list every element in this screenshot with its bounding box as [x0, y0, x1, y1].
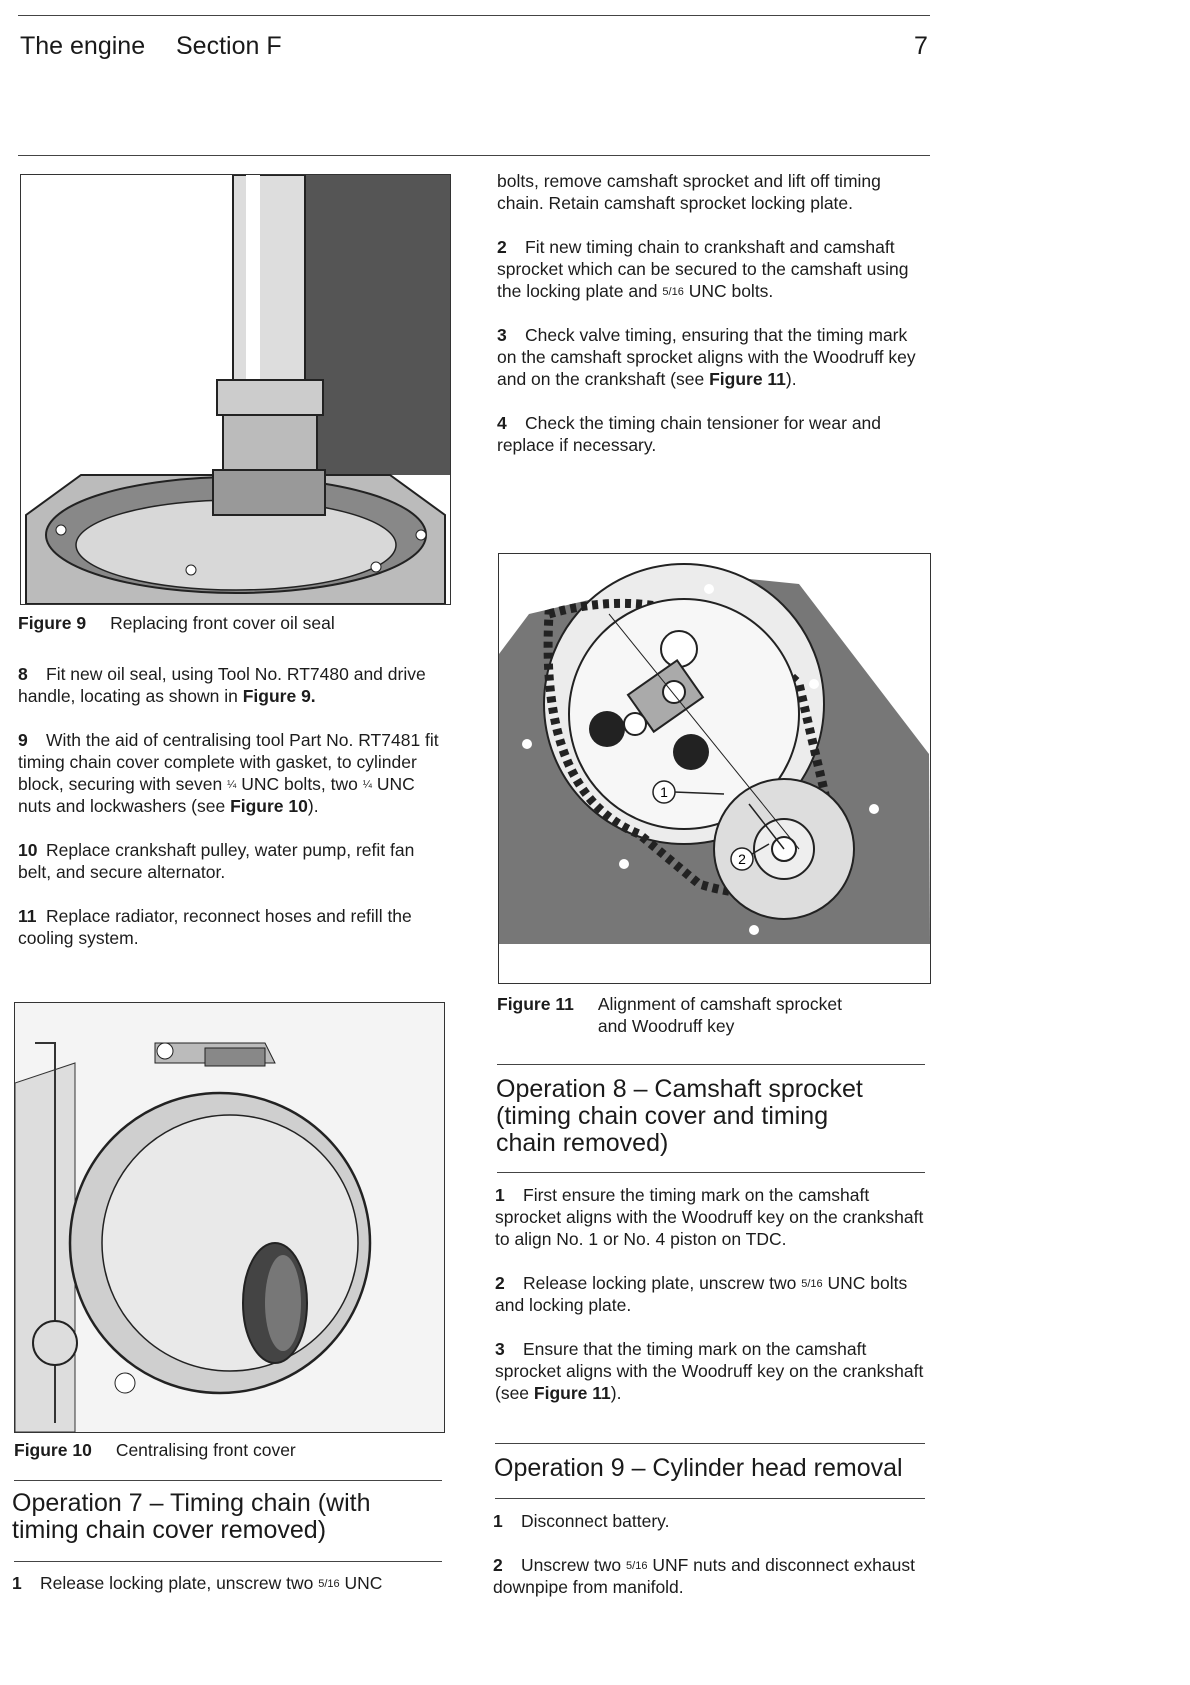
operation-8-title: Operation 8 – Camshaft sprocket (timing chain cover and timing chain removed)	[496, 1075, 863, 1157]
operation-9-steps	[493, 1510, 933, 1620]
operation-8-bottom-rule	[497, 1172, 925, 1173]
operation-8-step-1: 1 First ensure the timing mark on the camshaft sprocket aligns with the Woodruff key on the crankshaft to align No. 1 or No. 4 piston on TDC.	[495, 1185, 924, 1249]
operation-9-step-1: 1 Disconnect battery.	[493, 1511, 670, 1531]
operation-7-step-2: 2 Fit new timing chain to crankshaft and camshaft sprocket which can be secured to the camshaft using the locking plate and 5/16 UNC bolts.	[497, 237, 909, 301]
figure-11-illustration	[498, 553, 931, 984]
page-number: 7	[914, 32, 928, 60]
header-top-rule	[18, 15, 930, 16]
operation-9-step-2: 2 Unscrew two 5/16 UNF nuts and disconnect exhaust downpipe from manifold.	[493, 1555, 915, 1597]
operation-7-top-rule	[14, 1480, 442, 1481]
figure-9-illustration	[20, 174, 451, 605]
figure-10-illustration	[14, 1002, 445, 1433]
figure-9-caption	[18, 612, 335, 634]
header-title: The engine	[20, 32, 146, 60]
figure-9-label: Figure 9	[18, 613, 87, 633]
figure-9-caption-text: Replacing front cover oil seal	[110, 613, 335, 633]
operation-8-top-rule	[497, 1064, 925, 1065]
figure-11-label: Figure 11	[497, 994, 574, 1014]
operation-9-top-rule	[495, 1443, 925, 1444]
operation-8-step-3: 3 Ensure that the timing mark on the camshaft sprocket aligns with the Woodruff key on the crankshaft (see Figure 11).	[495, 1339, 924, 1403]
header-bottom-rule	[18, 155, 930, 156]
step-10: 10 Replace crankshaft pulley, water pump, refit fan belt, and secure alternator.	[18, 840, 415, 882]
operation-7-step-4: 4 Check the timing chain tensioner for wear and replace if necessary.	[497, 413, 882, 455]
operation-7-bottom-rule	[14, 1561, 442, 1562]
figure-11-caption	[497, 993, 842, 1037]
operation-9-title: Operation 9 – Cylinder head removal	[494, 1454, 903, 1482]
step-9: 9 With the aid of centralising tool Part No. RT7481 fit timing chain cover complete with gasket, to cylinder block, securing with seven ¼ UNC bolts, two ¼ UNC nuts and lockwashers (see Figure 10).	[18, 730, 439, 816]
figure-10-label: Figure 10	[14, 1440, 92, 1460]
figure-11-callout-2: 2	[738, 851, 746, 867]
left-steps	[18, 663, 443, 971]
header-section: Section F	[176, 32, 282, 60]
operation-7-step-1-continued: bolts, remove camshaft sprocket and lift off timing chain. Retain camshaft sprocket locking plate.	[497, 171, 881, 213]
operation-8-steps	[495, 1184, 935, 1426]
operation-8-step-2: 2 Release locking plate, unscrew two 5/16 UNC bolts and locking plate.	[495, 1273, 908, 1315]
operation-9-bottom-rule	[495, 1498, 925, 1499]
operation-7-step-1: 1 Release locking plate, unscrew two 5/16 UNC	[12, 1573, 383, 1593]
step-8: 8 Fit new oil seal, using Tool No. RT7480 and drive handle, locating as shown in Figure 9.	[18, 664, 426, 706]
figure-11-callout-1: 1	[660, 784, 668, 800]
right-top-steps	[497, 170, 929, 478]
figure-10-caption-text: Centralising front cover	[115, 1440, 296, 1460]
step-11: 11 Replace radiator, reconnect hoses and refill the cooling system.	[18, 906, 412, 948]
figure-10-caption	[14, 1439, 296, 1461]
operation-7-step-3: 3 Check valve timing, ensuring that the timing mark on the camshaft sprocket aligns with the Woodruff key and on the crankshaft (see Figure 11).	[497, 325, 916, 389]
figure-11-caption-text: Alignment of camshaft sprocket and Woodruff key	[597, 994, 842, 1036]
operation-7-title: Operation 7 – Timing chain (with timing chain cover removed)	[12, 1489, 371, 1544]
